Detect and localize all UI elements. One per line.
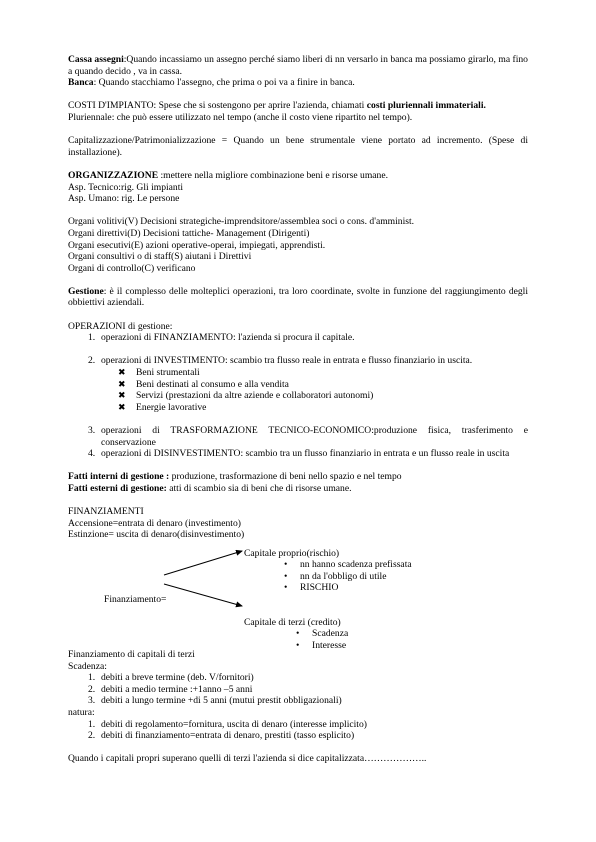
gestione-text: : è il complesso delle molteplici operazioni, tra loro coordinate, svolte in funzione del raggiungimento degli obbiettivi aziendali. — [68, 285, 528, 309]
organi-list — [68, 216, 528, 274]
investimento-sublist — [68, 367, 528, 413]
document-page — [68, 54, 528, 765]
cassa-assegni-text: :Quando incassiamo un assegno perché siamo liberi di nn versarlo in banca ma possiamo girarlo, ma fino a quando decido , va in cassa. — [68, 54, 528, 77]
x-mark-icon: ✖ — [118, 390, 126, 401]
bullet-icon: • — [284, 558, 288, 570]
accensione-line: Accensione=entrata di denaro (investimento) — [68, 517, 241, 529]
cassa-assegni-label: Cassa assegni — [68, 54, 124, 65]
list-item: 3. debiti a lungo termine +di 5 anni (mutui prestit obbligazionali) — [88, 695, 342, 707]
organo-line: Organi esecutivi(E) azioni operative-operai, impiegati, apprendisti. — [68, 239, 326, 251]
cassa-assegni-para — [68, 54, 528, 77]
banca-label: Banca — [68, 77, 94, 89]
bullet-icon: • — [284, 570, 288, 582]
natura-label: natura: — [68, 706, 95, 718]
x-mark-icon: ✖ — [118, 401, 126, 412]
operazioni-title: OPERAZIONI di gestione: — [68, 320, 173, 332]
organizzazione-text: :mettere nella migliore combinazione beni e risorse umane. — [158, 169, 388, 181]
gestione-para — [68, 286, 528, 309]
fatti-interni: Fatti interni di gestione : produzione, trasformazione di beni nello spazio e nel tempo — [68, 471, 402, 483]
conclusione-para: Quando i capitali propri superano quelli di terzi l'azienda si dice capitalizzata……………….. — [68, 753, 427, 765]
list-item: • nn da l'obbligo di utile — [284, 570, 387, 582]
list-item: ✖ Beni strumentali — [118, 367, 200, 379]
estinzione-line: Estinzione= uscita di denaro(disinvestimento) — [68, 529, 245, 541]
operazione-item: 4. operazioni di DISINVESTIMENTO: scambio tra un flusso finanziario in entrata e un flusso reale in uscita — [88, 448, 510, 460]
finanziamenti-title: FINANZIAMENTI — [68, 506, 144, 518]
costi-impianto-text: COSTI D'IMPIANTO: Spese che si sostengono per aprire l'azienda, chiamati — [68, 100, 367, 112]
finanziamento-root-label: Finanziamento= — [104, 593, 167, 605]
pluriennale-para: Pluriennale: che può essere utilizzato nel tempo (anche il costo viene ripartito nel tempo). — [68, 111, 413, 123]
bullet-icon: • — [296, 627, 300, 639]
list-item: 2. debiti a medio termine :+1anno –5 anni — [88, 683, 253, 695]
banca-para — [68, 77, 528, 89]
capitale-terzi-list — [296, 627, 349, 651]
x-mark-icon: ✖ — [118, 378, 126, 389]
list-item: • Interesse — [296, 639, 347, 651]
organo-line: Organi direttivi(D) Decisioni tattiche- Management (Dirigenti) — [68, 227, 310, 239]
operazione-item: 1. operazioni di FINANZIAMENTO: l'azienda si procura il capitale. — [88, 332, 355, 344]
list-item: 1. debiti a breve termine (deb. V/fornitori) — [88, 672, 254, 684]
arrow-proprio — [164, 551, 242, 575]
operazione-item: 2. operazioni di INVESTIMENTO: scambio tra flusso reale in entrata e flusso finanziario in uscita. — [88, 355, 473, 367]
organizzazione-label: ORGANIZZAZIONE — [68, 169, 159, 181]
list-item: ✖ Energie lavorative — [118, 401, 207, 413]
organo-line: Organi consultivi o di staff(S) aiutani i Direttivi — [68, 251, 252, 263]
list-item: 1. debiti di regolamento=fornitura, uscita di denaro (interesse implicito) — [88, 718, 367, 730]
list-item: • nn hanno scadenza prefissata — [284, 558, 412, 570]
list-item: 2. debiti di finanziamento=entrata di denaro, prestiti (tasso esplicito) — [88, 730, 355, 742]
banca-text: : Quando stacchiamo l'assegno, che prima o poi va a finire in banca. — [93, 77, 355, 89]
bullet-icon: • — [284, 582, 288, 594]
organo-line: Organi volitivi(V) Decisioni strategiche-imprendsitore/assemblea soci o cons. d'amminist. — [68, 216, 415, 228]
capitalizzazione-para: Capitalizzazione/Patrimonializzazione = Quando un bene strumentale viene portato ad incremento. (Spese di installazione). — [68, 135, 528, 158]
gestione-label: Gestione — [68, 285, 104, 297]
capitale-terzi-label: Capitale di terzi (credito) — [244, 616, 341, 628]
list-item: ✖ Beni destinati al consumo e alla vendita — [118, 378, 289, 390]
operazione-item: 3. operazioni di TRASFORMAZIONE TECNICO-ECONOMICO:produzione fisica, trasferimento e conservazione — [88, 425, 528, 448]
fatti-esterni: Fatti esterni di gestione: atti di scambio sia di beni che di risorse umane. — [68, 482, 352, 494]
aspetto-tecnico: Asp. Tecnico:rig. Gli impianti — [68, 181, 184, 193]
list-item: • RISCHIO — [284, 582, 339, 594]
list-item: • Scadenza — [296, 627, 349, 639]
capitali-terzi-title: Finanziamento di capitali di terzi — [68, 648, 195, 660]
bullet-icon: • — [296, 639, 300, 651]
organizzazione-para — [68, 170, 528, 182]
capitale-proprio-list — [284, 558, 412, 594]
costi-impianto-para — [68, 100, 528, 112]
organo-line: Organi di controllo(C) verificano — [68, 262, 196, 274]
scadenza-label: Scadenza: — [68, 660, 107, 672]
arrow-terzi — [164, 584, 242, 606]
finanziamento-diagram — [68, 541, 528, 649]
list-item: ✖ Servizi (prestazioni da altre aziende e collaboratori autonomi) — [118, 390, 374, 402]
aspetto-umano: Asp. Umano: rig. Le persone — [68, 193, 180, 205]
capitale-proprio-label: Capitale proprio(rischio) — [244, 547, 340, 559]
costi-impianto-bold: costi pluriennali immateriali. — [366, 100, 486, 112]
x-mark-icon: ✖ — [118, 367, 126, 378]
